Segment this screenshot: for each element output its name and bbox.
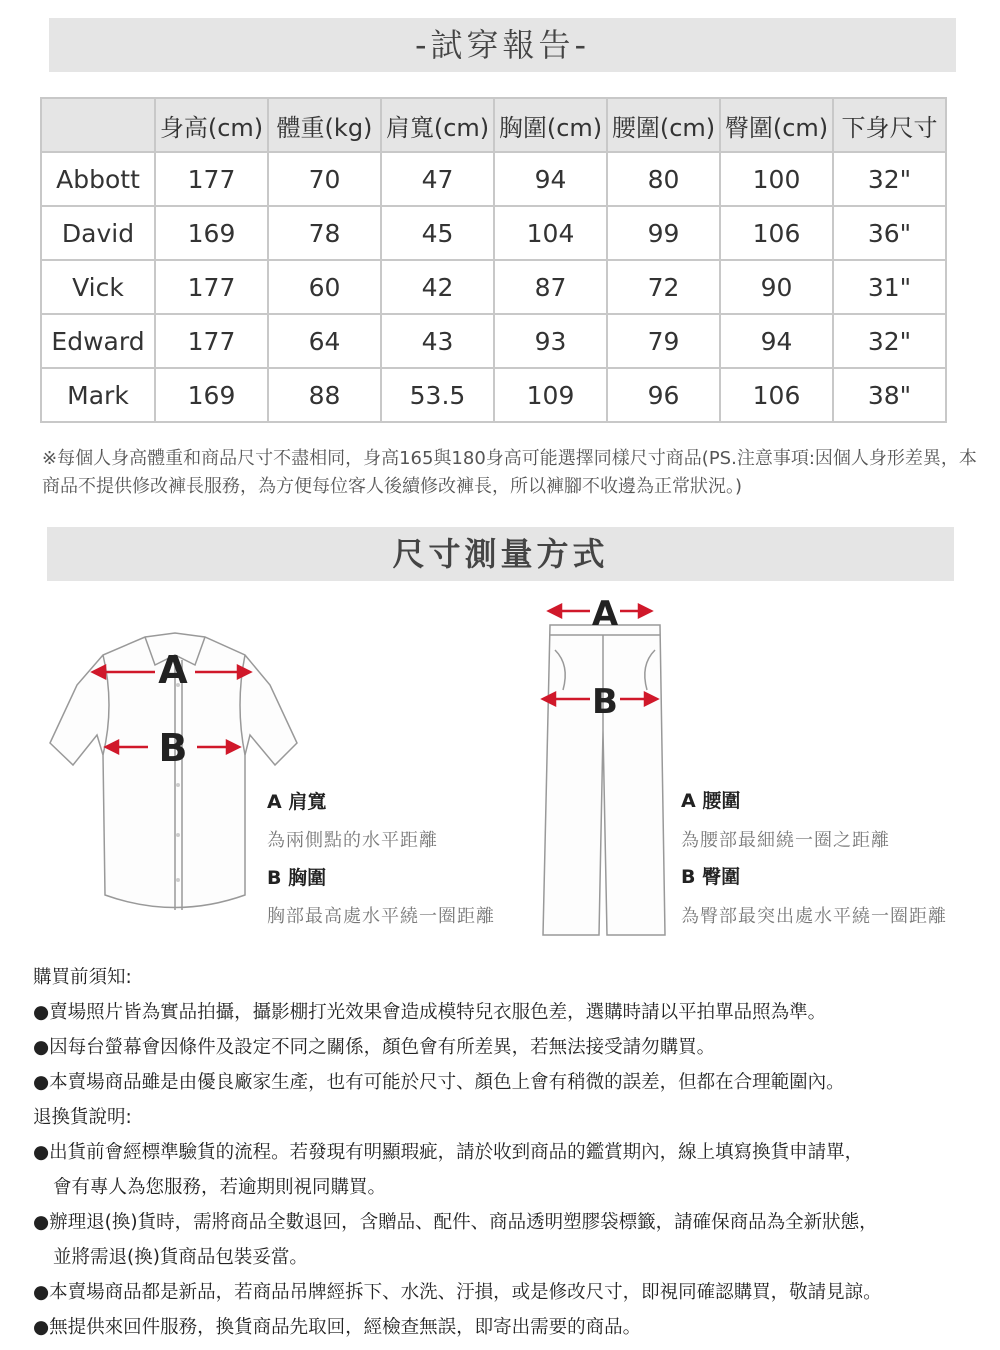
table-cell: 72	[607, 260, 720, 314]
purchase-notice	[33, 960, 983, 1345]
purchase-title: 購買前須知:	[33, 967, 132, 988]
table-cell: 70	[268, 152, 381, 206]
return-item-cont: 會有專人為您服務，若逾期則視同購買。	[53, 1177, 387, 1198]
table-cell: 36"	[833, 206, 946, 260]
model-name: Abbott	[41, 152, 155, 206]
chest-desc: 胸部最高處水平繞一圈距離	[267, 906, 495, 927]
model-name: Mark	[41, 368, 155, 422]
header-cell: 胸圍(cm)	[494, 98, 607, 152]
table-cell: 43	[381, 314, 494, 368]
header-cell: 腰圍(cm)	[607, 98, 720, 152]
table-row	[41, 206, 946, 260]
table-cell: 32"	[833, 314, 946, 368]
model-name: Vick	[41, 260, 155, 314]
table-cell: 42	[381, 260, 494, 314]
table-cell: 94	[494, 152, 607, 206]
hip-label: B 臀圍	[681, 866, 741, 888]
table-cell: 90	[720, 260, 833, 314]
header-cell: 下身尺寸	[833, 98, 946, 152]
table-cell: 53.5	[381, 368, 494, 422]
table-cell: 45	[381, 206, 494, 260]
return-item: ●本賣場商品都是新品，若商品吊牌經拆下、水洗、汙損，或是修改尺寸，即視同確認購買，敬請見諒。	[33, 1282, 882, 1303]
table-row	[41, 368, 946, 422]
table-header-row	[41, 98, 946, 152]
fit-report-title: -試穿報告-	[49, 18, 956, 72]
table-cell: 106	[720, 368, 833, 422]
header-cell: 身高(cm)	[155, 98, 268, 152]
shoulder-label: A 肩寬	[267, 791, 327, 813]
table-cell: 109	[494, 368, 607, 422]
fit-report-table	[40, 97, 947, 423]
pants-mark-a: A	[591, 594, 619, 634]
table-cell: 99	[607, 206, 720, 260]
shoulder-desc: 為兩側點的水平距離	[267, 830, 438, 851]
size-note: ※每個人身高體重和商品尺寸不盡相同，身高165與180身高可能選擇同樣尺寸商品(PS.注意事項:因個人身形差異，本商品不提供修改褲長服務，為方便每位客人後續修改褲長，所以褲腳不收邊為正常狀況。)	[42, 448, 977, 497]
pants-illustration	[535, 590, 675, 940]
table-cell: 87	[494, 260, 607, 314]
purchase-item: ●因每台螢幕會因條件及設定不同之關係，顏色會有所差異，若無法接受請勿購買。	[33, 1037, 716, 1058]
table-cell: 169	[155, 368, 268, 422]
purchase-item: ●本賣場商品雖是由優良廠家生產，也有可能於尺寸、顏色上會有稍微的誤差，但都在合理範圍內。	[33, 1072, 845, 1093]
table-cell: 96	[607, 368, 720, 422]
table-cell: 104	[494, 206, 607, 260]
table-cell: 32"	[833, 152, 946, 206]
shirt-mark-b: B	[158, 726, 188, 770]
table-cell: 31"	[833, 260, 946, 314]
purchase-item: ●賣場照片皆為實品拍攝，攝影棚打光效果會造成模特兒衣服色差，選購時請以平拍單品照為準。	[33, 1002, 827, 1023]
return-title: 退換貨說明:	[33, 1107, 132, 1128]
table-cell: 78	[268, 206, 381, 260]
header-cell: 肩寬(cm)	[381, 98, 494, 152]
table-cell: 100	[720, 152, 833, 206]
header-cell: 臀圍(cm)	[720, 98, 833, 152]
return-item: ●辦理退(換)貨時，需將商品全數退回，含贈品、配件、商品透明塑膠袋標籤，請確保商品為全新狀態，	[33, 1212, 878, 1233]
table-cell: 38"	[833, 368, 946, 422]
waist-label: A 腰圍	[681, 790, 741, 812]
hip-desc: 為臀部最突出處水平繞一圈距離	[681, 906, 947, 927]
return-item: ●出貨前會經標準驗貨的流程。若發現有明顯瑕疵，請於收到商品的鑑賞期內，線上填寫換貨申請單，	[33, 1142, 864, 1163]
table-cell: 60	[268, 260, 381, 314]
chest-label: B 胸圍	[267, 867, 327, 889]
model-name: David	[41, 206, 155, 260]
shirt-illustration	[45, 625, 305, 925]
header-cell: 體重(kg)	[268, 98, 381, 152]
table-cell: 169	[155, 206, 268, 260]
table-cell: 94	[720, 314, 833, 368]
return-item: ●無提供來回件服務，換貨商品先取回，經檢查無誤，即寄出需要的商品。	[33, 1317, 642, 1338]
return-item-cont: 並將需退(換)貨商品包裝妥當。	[53, 1247, 308, 1268]
header-cell	[41, 98, 155, 152]
table-cell: 88	[268, 368, 381, 422]
table-cell: 177	[155, 152, 268, 206]
table-cell: 80	[607, 152, 720, 206]
table-row	[41, 260, 946, 314]
table-cell: 93	[494, 314, 607, 368]
measure-title: 尺寸測量方式	[47, 527, 954, 581]
table-cell: 64	[268, 314, 381, 368]
table-cell: 47	[381, 152, 494, 206]
table-row	[41, 314, 946, 368]
model-name: Edward	[41, 314, 155, 368]
table-cell: 177	[155, 260, 268, 314]
pants-mark-b: B	[592, 682, 618, 722]
table-cell: 79	[607, 314, 720, 368]
shirt-mark-a: A	[158, 648, 188, 692]
waist-desc: 為腰部最細繞一圈之距離	[681, 830, 890, 851]
table-row	[41, 152, 946, 206]
table-cell: 177	[155, 314, 268, 368]
table-cell: 106	[720, 206, 833, 260]
